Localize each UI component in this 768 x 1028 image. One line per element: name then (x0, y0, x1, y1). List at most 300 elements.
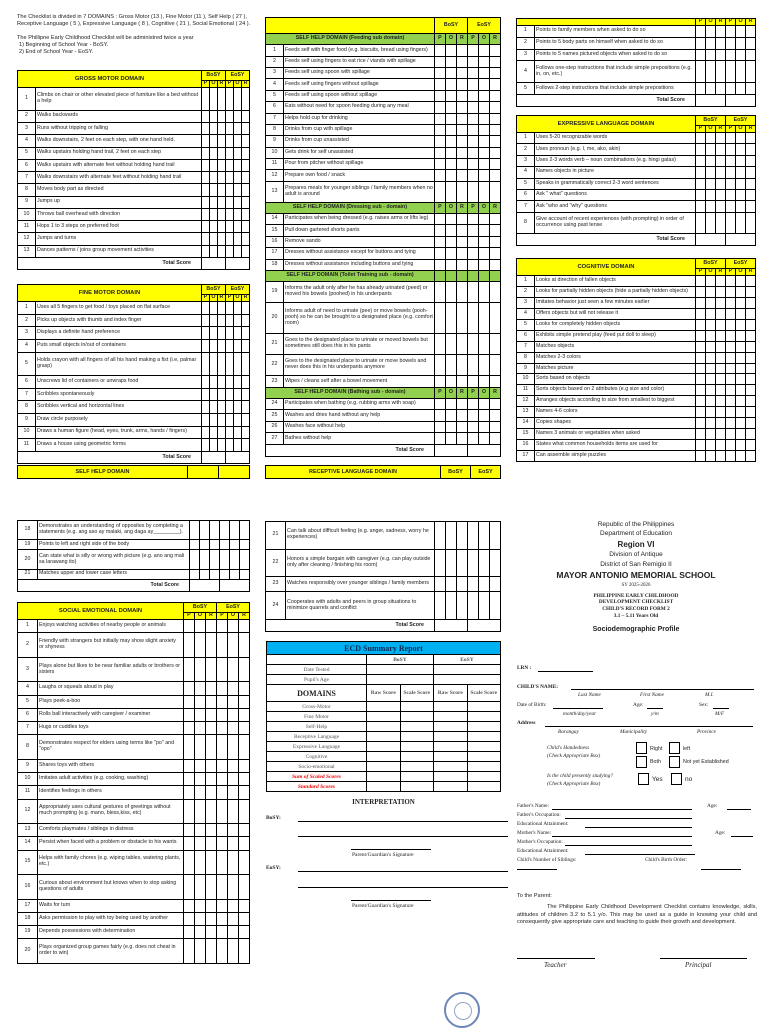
score-cell[interactable] (238, 926, 249, 939)
score-cell[interactable] (227, 850, 238, 875)
score-cell[interactable] (233, 352, 241, 375)
score-cell[interactable] (238, 695, 249, 708)
score-cell[interactable] (194, 722, 205, 735)
score-cell[interactable] (210, 540, 220, 550)
score-cell[interactable] (445, 421, 456, 432)
score-cell[interactable] (467, 410, 478, 421)
score-cell[interactable] (445, 170, 456, 181)
score-cell[interactable] (745, 385, 755, 396)
score-cell[interactable] (489, 259, 500, 270)
score-cell[interactable] (735, 189, 745, 200)
score-cell[interactable] (183, 824, 194, 837)
score-cell[interactable] (434, 282, 445, 303)
score-cell[interactable] (233, 110, 241, 122)
score-cell[interactable] (456, 113, 467, 124)
score-cell[interactable] (238, 722, 249, 735)
score-cell[interactable] (220, 550, 230, 569)
score-cell[interactable] (489, 334, 500, 355)
score-cell[interactable] (695, 133, 705, 144)
score-cell[interactable] (715, 178, 725, 189)
score-cell[interactable] (205, 824, 216, 837)
score-cell[interactable] (209, 88, 217, 111)
score-cell[interactable] (745, 396, 755, 407)
score-cell[interactable] (205, 939, 216, 964)
score-cell[interactable] (715, 286, 725, 297)
score-cell[interactable] (745, 319, 755, 330)
score-cell[interactable] (445, 259, 456, 270)
score-cell[interactable] (225, 245, 233, 257)
score-cell[interactable] (726, 83, 736, 95)
score-cell[interactable] (456, 303, 467, 334)
score-cell[interactable] (194, 799, 205, 824)
score-cell[interactable] (735, 374, 745, 385)
score-cell[interactable] (209, 135, 217, 147)
score-cell[interactable] (205, 850, 216, 875)
score-cell[interactable] (725, 212, 735, 233)
score-cell[interactable] (746, 49, 756, 61)
score-cell[interactable] (745, 363, 755, 374)
score-cell[interactable] (227, 899, 238, 912)
score-cell[interactable] (227, 620, 238, 633)
score-cell[interactable] (201, 221, 209, 233)
score-cell[interactable] (241, 110, 249, 122)
score-cell[interactable] (230, 521, 240, 540)
score-cell[interactable] (715, 167, 725, 178)
score-cell[interactable] (735, 178, 745, 189)
score-cell[interactable] (745, 201, 755, 212)
bosy-line-1[interactable] (298, 821, 508, 822)
score-cell[interactable] (201, 208, 209, 220)
score-cell[interactable] (695, 440, 705, 451)
score-cell[interactable] (479, 522, 490, 550)
score-cell[interactable] (233, 327, 241, 340)
score-cell[interactable] (230, 550, 240, 569)
score-cell[interactable] (457, 522, 468, 550)
score-cell[interactable] (715, 407, 725, 418)
score-cell[interactable] (233, 388, 241, 401)
score-cell[interactable] (745, 133, 755, 144)
score-cell[interactable] (225, 221, 233, 233)
score-cell[interactable] (209, 413, 217, 426)
score-cell[interactable] (241, 172, 249, 184)
score-cell[interactable] (715, 133, 725, 144)
score-cell[interactable] (241, 245, 249, 257)
score-cell[interactable] (217, 388, 225, 401)
score-cell[interactable] (478, 136, 489, 147)
mother-education-field[interactable] (585, 854, 695, 855)
score-cell[interactable] (434, 45, 445, 56)
score-cell[interactable] (478, 355, 489, 376)
score-cell[interactable] (238, 912, 249, 925)
score-cell[interactable] (434, 712, 468, 722)
score-cell[interactable] (468, 577, 479, 592)
score-cell[interactable] (210, 521, 220, 540)
score-cell[interactable] (205, 899, 216, 912)
score-cell[interactable] (445, 433, 456, 445)
score-cell[interactable] (695, 308, 705, 319)
score-cell[interactable] (489, 68, 500, 79)
score-cell[interactable] (715, 440, 725, 451)
score-cell[interactable] (745, 451, 755, 462)
score-cell[interactable] (725, 189, 735, 200)
score-cell[interactable] (745, 189, 755, 200)
score-cell[interactable] (479, 592, 490, 620)
score-cell[interactable] (478, 410, 489, 421)
score-cell[interactable] (467, 259, 478, 270)
score-cell[interactable] (400, 762, 434, 772)
score-cell[interactable] (434, 214, 445, 225)
score-cell[interactable] (725, 440, 735, 451)
score-cell[interactable] (445, 236, 456, 247)
score-cell[interactable] (241, 401, 249, 414)
score-cell[interactable] (456, 214, 467, 225)
signature-line[interactable] (351, 900, 431, 901)
score-cell[interactable] (183, 899, 194, 912)
score-cell[interactable] (706, 49, 716, 61)
score-cell[interactable] (241, 426, 249, 439)
score-cell[interactable] (467, 722, 501, 732)
score-cell[interactable] (241, 439, 249, 452)
score-cell[interactable] (434, 225, 445, 236)
score-cell[interactable] (201, 314, 209, 327)
score-cell[interactable] (227, 912, 238, 925)
score-cell[interactable] (241, 147, 249, 159)
score-cell[interactable] (746, 37, 756, 49)
score-cell[interactable] (445, 355, 456, 376)
score-cell[interactable] (194, 824, 205, 837)
score-cell[interactable] (183, 633, 194, 658)
score-cell[interactable] (489, 124, 500, 135)
score-cell[interactable] (467, 56, 478, 67)
score-cell[interactable] (715, 374, 725, 385)
score-cell[interactable] (745, 308, 755, 319)
score-cell[interactable] (456, 56, 467, 67)
score-cell[interactable] (210, 550, 220, 569)
score-cell[interactable] (183, 708, 194, 721)
score-cell[interactable] (746, 83, 756, 95)
score-cell[interactable] (716, 26, 726, 38)
score-cell[interactable] (478, 248, 489, 259)
date-tested-eosy[interactable] (434, 665, 501, 675)
score-cell[interactable] (705, 429, 715, 440)
score-cell[interactable] (233, 401, 241, 414)
score-cell[interactable] (745, 212, 755, 233)
score-cell[interactable] (456, 248, 467, 259)
score-cell[interactable] (725, 341, 735, 352)
score-cell[interactable] (209, 245, 217, 257)
score-cell[interactable] (200, 521, 210, 540)
score-cell[interactable] (227, 695, 238, 708)
score-cell[interactable] (434, 248, 445, 259)
score-cell[interactable] (467, 712, 501, 722)
score-cell[interactable] (434, 90, 445, 101)
score-cell[interactable] (183, 837, 194, 850)
score-cell[interactable] (467, 282, 478, 303)
score-cell[interactable] (725, 330, 735, 341)
score-cell[interactable] (445, 214, 456, 225)
score-cell[interactable] (194, 759, 205, 772)
score-cell[interactable] (434, 181, 445, 202)
score-cell[interactable] (217, 426, 225, 439)
score-cell[interactable] (240, 569, 250, 579)
score-cell[interactable] (745, 429, 755, 440)
score-cell[interactable] (217, 302, 225, 315)
score-cell[interactable] (735, 341, 745, 352)
score-cell[interactable] (217, 184, 225, 196)
score-cell[interactable] (233, 426, 241, 439)
score-cell[interactable] (238, 875, 249, 900)
score-cell[interactable] (736, 49, 746, 61)
score-cell[interactable] (216, 912, 227, 925)
score-cell[interactable] (241, 135, 249, 147)
score-cell[interactable] (216, 850, 227, 875)
score-cell[interactable] (725, 308, 735, 319)
score-cell[interactable] (216, 722, 227, 735)
score-cell[interactable] (434, 79, 445, 90)
score-cell[interactable] (217, 352, 225, 375)
score-cell[interactable] (367, 712, 401, 722)
father-education-field[interactable] (585, 827, 692, 828)
score-cell[interactable] (238, 620, 249, 633)
score-cell[interactable] (209, 159, 217, 171)
score-cell[interactable] (445, 158, 456, 169)
score-cell[interactable] (745, 374, 755, 385)
score-cell[interactable] (489, 170, 500, 181)
score-cell[interactable] (201, 233, 209, 245)
score-cell[interactable] (705, 167, 715, 178)
score-cell[interactable] (225, 376, 233, 389)
score-cell[interactable] (456, 68, 467, 79)
score-cell[interactable] (241, 88, 249, 111)
score-cell[interactable] (240, 521, 250, 540)
score-cell[interactable] (745, 330, 755, 341)
score-cell[interactable] (201, 376, 209, 389)
score-cell[interactable] (467, 421, 478, 432)
score-cell[interactable] (715, 352, 725, 363)
score-cell[interactable] (238, 899, 249, 912)
score-cell[interactable] (367, 762, 401, 772)
score-cell[interactable] (467, 90, 478, 101)
score-cell[interactable] (227, 837, 238, 850)
score-cell[interactable] (746, 61, 756, 83)
score-cell[interactable] (205, 657, 216, 682)
score-cell[interactable] (183, 773, 194, 786)
score-cell[interactable] (216, 620, 227, 633)
score-cell[interactable] (216, 799, 227, 824)
score-cell[interactable] (205, 708, 216, 721)
score-cell[interactable] (217, 172, 225, 184)
lrn-field[interactable] (538, 671, 593, 672)
score-cell[interactable] (434, 68, 445, 79)
score-cell[interactable] (194, 786, 205, 799)
score-cell[interactable] (467, 79, 478, 90)
score-cell[interactable] (233, 413, 241, 426)
score-cell[interactable] (227, 682, 238, 695)
score-cell[interactable] (695, 429, 705, 440)
score-cell[interactable] (456, 282, 467, 303)
score-cell[interactable] (183, 759, 194, 772)
score-cell[interactable] (478, 147, 489, 158)
no-checkbox[interactable] (671, 773, 682, 785)
score-cell[interactable] (241, 388, 249, 401)
score-cell[interactable] (478, 214, 489, 225)
score-cell[interactable] (735, 144, 745, 155)
score-cell[interactable] (434, 303, 445, 334)
siblings-field[interactable] (517, 869, 557, 870)
score-cell[interactable] (695, 396, 705, 407)
score-cell[interactable] (434, 421, 445, 432)
score-cell[interactable] (367, 752, 401, 762)
score-cell[interactable] (456, 181, 467, 202)
score-cell[interactable] (201, 352, 209, 375)
score-cell[interactable] (201, 135, 209, 147)
score-cell[interactable] (478, 334, 489, 355)
score-cell[interactable] (467, 181, 478, 202)
score-cell[interactable] (715, 341, 725, 352)
score-cell[interactable] (478, 170, 489, 181)
score-cell[interactable] (241, 233, 249, 245)
score-cell[interactable] (456, 334, 467, 355)
score-cell[interactable] (241, 339, 249, 352)
score-cell[interactable] (205, 773, 216, 786)
score-cell[interactable] (705, 330, 715, 341)
score-cell[interactable] (209, 172, 217, 184)
score-cell[interactable] (230, 540, 240, 550)
score-cell[interactable] (468, 549, 479, 577)
score-cell[interactable] (205, 912, 216, 925)
score-cell[interactable] (467, 147, 478, 158)
score-cell[interactable] (205, 875, 216, 900)
score-cell[interactable] (456, 136, 467, 147)
score-cell[interactable] (225, 352, 233, 375)
score-cell[interactable] (201, 110, 209, 122)
score-cell[interactable] (467, 113, 478, 124)
score-cell[interactable] (217, 147, 225, 159)
score-cell[interactable] (367, 702, 401, 712)
score-cell[interactable] (745, 418, 755, 429)
score-cell[interactable] (227, 786, 238, 799)
score-cell[interactable] (241, 327, 249, 340)
score-cell[interactable] (445, 79, 456, 90)
score-cell[interactable] (735, 133, 745, 144)
score-cell[interactable] (735, 167, 745, 178)
score-cell[interactable] (205, 837, 216, 850)
score-cell[interactable] (467, 214, 478, 225)
pupil-age-eosy[interactable] (434, 675, 501, 685)
score-cell[interactable] (456, 102, 467, 113)
mother-age-field[interactable] (731, 836, 753, 837)
eosy-total-cell[interactable] (726, 95, 756, 107)
score-cell[interactable] (220, 540, 230, 550)
score-cell[interactable] (705, 319, 715, 330)
score-cell[interactable] (467, 742, 501, 752)
score-cell[interactable] (715, 429, 725, 440)
score-cell[interactable] (434, 772, 468, 782)
score-cell[interactable] (434, 399, 445, 410)
score-cell[interactable] (434, 782, 468, 792)
score-cell[interactable] (725, 167, 735, 178)
score-cell[interactable] (478, 225, 489, 236)
score-cell[interactable] (201, 184, 209, 196)
score-cell[interactable] (695, 167, 705, 178)
score-cell[interactable] (217, 245, 225, 257)
score-cell[interactable] (241, 413, 249, 426)
score-cell[interactable] (705, 451, 715, 462)
score-cell[interactable] (183, 620, 194, 633)
score-cell[interactable] (705, 178, 715, 189)
score-cell[interactable] (233, 184, 241, 196)
score-cell[interactable] (435, 522, 446, 550)
score-cell[interactable] (715, 418, 725, 429)
score-cell[interactable] (467, 433, 478, 445)
score-cell[interactable] (706, 83, 716, 95)
score-cell[interactable] (467, 762, 501, 772)
score-cell[interactable] (489, 136, 500, 147)
score-cell[interactable] (478, 45, 489, 56)
score-cell[interactable] (735, 352, 745, 363)
score-cell[interactable] (456, 376, 467, 387)
score-cell[interactable] (705, 212, 715, 233)
score-cell[interactable] (227, 633, 238, 658)
score-cell[interactable] (715, 385, 725, 396)
score-cell[interactable] (735, 155, 745, 166)
score-cell[interactable] (446, 522, 457, 550)
score-cell[interactable] (367, 782, 401, 792)
score-cell[interactable] (194, 735, 205, 760)
score-cell[interactable] (725, 451, 735, 462)
score-cell[interactable] (434, 355, 445, 376)
score-cell[interactable] (216, 657, 227, 682)
score-cell[interactable] (735, 286, 745, 297)
score-cell[interactable] (201, 339, 209, 352)
bosy-total-cell[interactable] (695, 234, 725, 246)
score-cell[interactable] (209, 196, 217, 208)
score-cell[interactable] (725, 407, 735, 418)
score-cell[interactable] (194, 657, 205, 682)
score-cell[interactable] (725, 429, 735, 440)
eosy-total-cell[interactable] (467, 445, 500, 457)
score-cell[interactable] (200, 569, 210, 579)
score-cell[interactable] (746, 26, 756, 38)
score-cell[interactable] (216, 759, 227, 772)
score-cell[interactable] (238, 735, 249, 760)
score-cell[interactable] (478, 376, 489, 387)
score-cell[interactable] (183, 786, 194, 799)
score-cell[interactable] (233, 196, 241, 208)
score-cell[interactable] (216, 735, 227, 760)
score-cell[interactable] (695, 385, 705, 396)
score-cell[interactable] (225, 314, 233, 327)
score-cell[interactable] (725, 363, 735, 374)
score-cell[interactable] (216, 695, 227, 708)
score-cell[interactable] (194, 899, 205, 912)
score-cell[interactable] (695, 144, 705, 155)
score-cell[interactable] (445, 225, 456, 236)
score-cell[interactable] (695, 212, 705, 233)
score-cell[interactable] (434, 56, 445, 67)
score-cell[interactable] (446, 577, 457, 592)
score-cell[interactable] (489, 282, 500, 303)
score-cell[interactable] (705, 352, 715, 363)
score-cell[interactable] (446, 549, 457, 577)
score-cell[interactable] (695, 330, 705, 341)
score-cell[interactable] (726, 26, 736, 38)
score-cell[interactable] (227, 657, 238, 682)
score-cell[interactable] (715, 212, 725, 233)
score-cell[interactable] (233, 172, 241, 184)
score-cell[interactable] (220, 569, 230, 579)
score-cell[interactable] (490, 522, 501, 550)
